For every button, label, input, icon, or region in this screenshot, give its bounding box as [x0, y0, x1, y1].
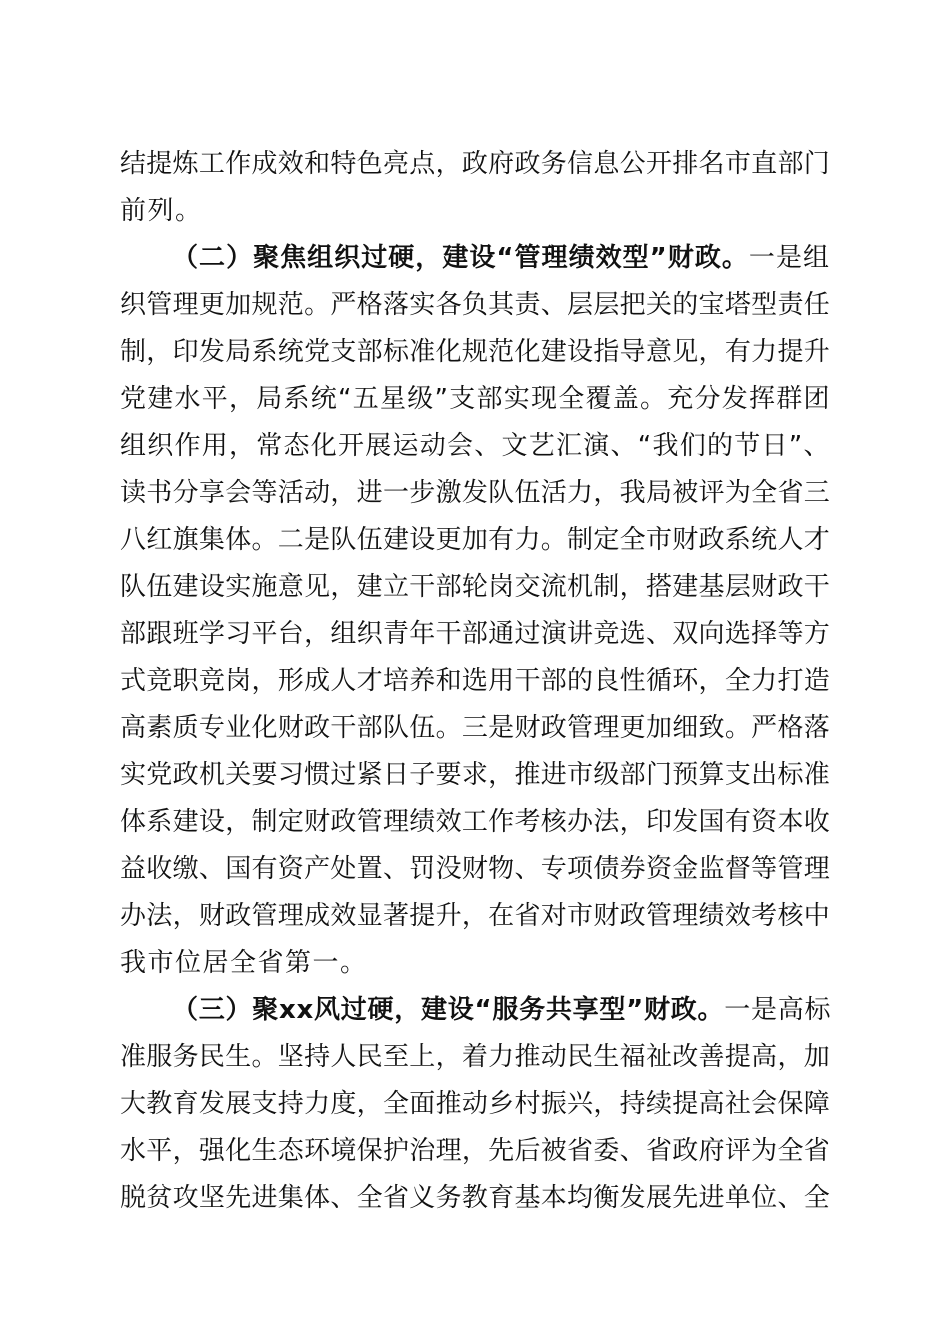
text-line: 式竞职竞岗，形成人才培养和选用干部的良性循环，全力打造	[120, 666, 830, 696]
text-line: 益收缴、国有资产处置、罚没财物、专项债券资金监督等管理	[120, 854, 830, 884]
text-line: 织管理更加规范。严格落实各负其责、层层把关的宝塔型责任	[120, 290, 830, 320]
section-heading: （二）聚焦组织过硬，建设“管理绩效型”财政。	[172, 243, 749, 273]
text-line: 党建水平，局系统“五星级”支部实现全覆盖。充分发挥群团	[120, 384, 831, 414]
text-line: 大教育发展支持力度，全面推动乡村振兴，持续提高社会保障	[120, 1089, 830, 1119]
text-line: 前列。	[120, 196, 203, 226]
text-line: 读书分享会等活动，进一步激发队伍活力，我局被评为全省三	[120, 478, 830, 508]
text-line: 水平，强化生态环境保护治理，先后被省委、省政府评为全省	[120, 1136, 830, 1166]
section-heading: （三）聚xx风过硬，建设“服务共享型”财政。	[172, 995, 725, 1025]
text-line: 脱贫攻坚先进集体、全省义务教育基本均衡发展先进单位、全	[120, 1183, 830, 1213]
text-line: 办法，财政管理成效显著提升，在省对市财政管理绩效考核中	[120, 901, 830, 931]
text-line: 结提炼工作成效和特色亮点，政府政务信息公开排名市直部门	[120, 149, 830, 179]
text-line: 制，印发局系统党支部标准化规范化建设指导意见，有力提升	[120, 337, 830, 367]
text-line: 八红旗集体。二是队伍建设更加有力。制定全市财政系统人才	[120, 525, 830, 555]
text-line: 部跟班学习平台，组织青年干部通过演讲竞选、双向选择等方	[120, 619, 830, 649]
text-fragment: 一是高标	[724, 995, 832, 1025]
section-heading-line	[172, 992, 830, 1028]
text-line: 实党政机关要习惯过紧日子要求，推进市级部门预算支出标准	[120, 760, 830, 790]
text-line: 体系建设，制定财政管理绩效工作考核办法，印发国有资本收	[120, 807, 830, 837]
text-fragment: 一是组	[748, 243, 830, 273]
text-line: 准服务民生。坚持人民至上，着力推动民生福祉改善提高，加	[120, 1042, 830, 1072]
text-line: 我市位居全省第一。	[120, 948, 368, 978]
text-line: 组织作用，常态化开展运动会、文艺汇演、“我们的节日”、	[120, 431, 831, 461]
section-heading-line	[172, 240, 830, 276]
text-line: 高素质专业化财政干部队伍。三是财政管理更加细致。严格落	[120, 713, 830, 743]
text-line: 队伍建设实施意见，建立干部轮岗交流机制，搭建基层财政干	[120, 572, 830, 602]
